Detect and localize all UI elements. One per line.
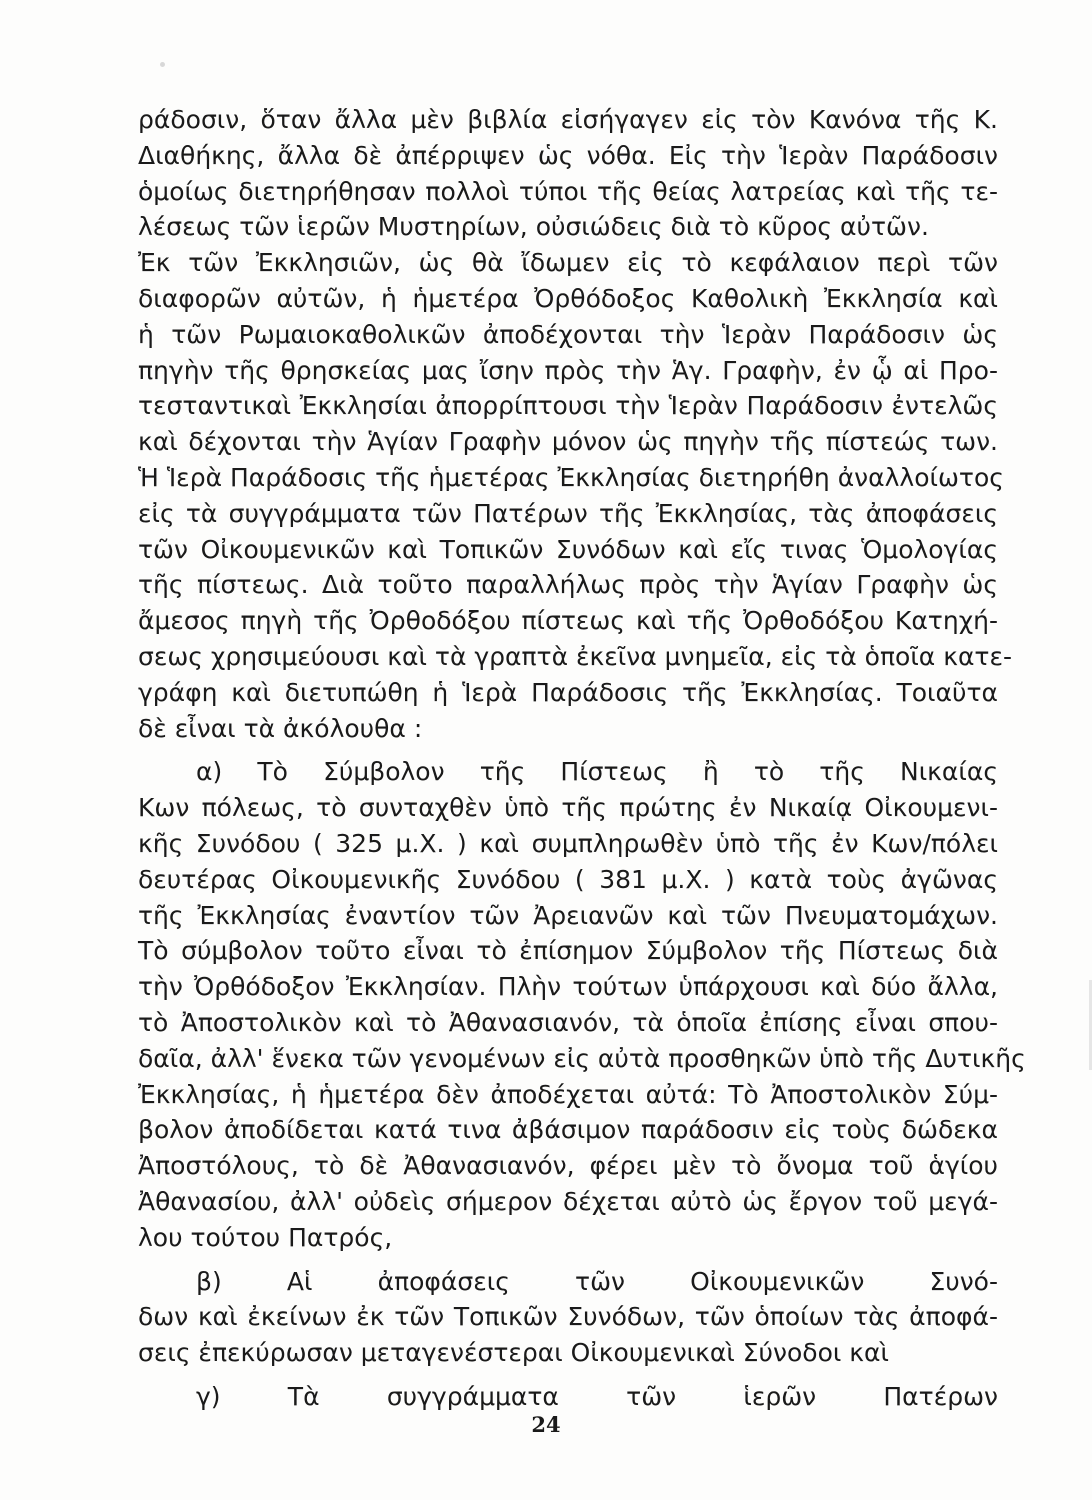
- text-line: ὁμοίως διετηρήθησαν πολλοὶ τύποι τῆς θείας λατρείας καὶ τῆς τε-: [138, 176, 998, 206]
- text-line: τὴν Ὀρθόδοξον Ἐκκλησίαν. Πλὴν τούτων ὑπάρχουσι καὶ δύο ἄλλα,: [138, 972, 998, 1002]
- text-line: εἰς τὰ συγγράμματα τῶν Πατέρων τῆς Ἐκκλησίας, τὰς ἀποφάσεις: [138, 498, 998, 528]
- text-line: Ἀποστόλους, τὸ δὲ Ἀθανασιανόν, φέρει μὲν τὸ ὄνομα τοῦ ἁγίου: [138, 1151, 998, 1181]
- page-number: 24: [531, 1412, 561, 1437]
- text-line: Κων πόλεως, τὸ συνταχθὲν ὑπὸ τῆς πρώτης ἐν Νικαίᾳ Οἰκουμενι-: [138, 793, 998, 823]
- text-line: τεσταντικαὶ Ἐκκλησίαι ἀπορρίπτουσι τὴν Ἱερὰν Παράδοσιν ἐντελῶς: [138, 391, 998, 421]
- text-line: Ἡ Ἱερὰ Παράδοσις τῆς ἡμετέρας Ἐκκλησίας διετηρήθη ἀναλλοίωτος: [138, 462, 1004, 492]
- text-line: βολον ἀποδίδεται κατά τινα ἀβάσιμον παράδοσιν εἰς τοὺς δώδεκα: [138, 1115, 998, 1145]
- text-line: Ἐκκλησίας, ἡ ἡμετέρα δὲν ἀποδέχεται αὐτά: Τὸ Ἀποστολικὸν Σύμ-: [138, 1079, 998, 1109]
- text-line: σεις ἐπεκύρωσαν μεταγενέστεραι Οἰκουμενικαὶ Σύνοδοι καὶ: [138, 1338, 889, 1368]
- body-text: [138, 102, 1026, 1415]
- text-line: τὸ Ἀποστολικὸν καὶ τὸ Ἀθανασιανόν, τὰ ὁποῖα ἐπίσης εἶναι σπου-: [138, 1007, 998, 1037]
- text-line: γράφη καὶ διετυπώθη ἡ Ἱερὰ Παράδοσις τῆς Ἐκκλησίας. Τοιαῦτα: [138, 677, 998, 707]
- text-line: τῆς πίστεως. Διὰ τοῦτο παραλλήλως πρὸς τὴν Ἁγίαν Γραφὴν ὡς: [138, 570, 998, 600]
- text-line: Διαθήκης, ἄλλα δὲ ἀπέρριψεν ὡς νόθα. Εἰς τὴν Ἱερὰν Παράδοσιν: [138, 140, 998, 170]
- text-line: διαφορῶν αὐτῶν, ἡ ἡμετέρα Ὀρθόδοξος Καθολικὴ Ἐκκλησία καὶ: [138, 283, 998, 313]
- text-line: κῆς Συνόδου ( 325 μ.Χ. ) καὶ συμπληρωθὲν ὑπὸ τῆς ἐν Κων/πόλει: [138, 828, 998, 858]
- text-line: Ἐκ τῶν Ἐκκλησιῶν, ὡς θὰ ἴδωμεν εἰς τὸ κεφάλαιον περὶ τῶν: [138, 248, 998, 278]
- text-line: Τὸ σύμβολον τοῦτο εἶναι τὸ ἐπίσημον Σύμβολον τῆς Πίστεως διὰ: [138, 936, 998, 966]
- text-line: δὲ εἶναι τὰ ἀκόλουθα :: [138, 713, 423, 743]
- list-item-b-heading: β) Αἱ ἀποφάσεις τῶν Οἰκουμενικῶν Συνό-: [196, 1266, 998, 1296]
- text-line: λου τούτου Πατρός,: [138, 1222, 393, 1252]
- text-line: δευτέρας Οἰκουμενικῆς Συνόδου ( 381 μ.Χ. ) κατὰ τοὺς ἀγῶνας: [138, 864, 998, 894]
- text-line: δαῖα, ἀλλ' ἕνεκα τῶν γενομένων εἰς αὐτὰ προσθηκῶν ὑπὸ τῆς Δυτικῆς: [138, 1043, 1026, 1073]
- text-line: δων καὶ ἐκείνων ἐκ τῶν Τοπικῶν Συνόδων, τῶν ὁποίων τὰς ἀποφά-: [138, 1302, 998, 1332]
- scan-speck: [160, 62, 165, 67]
- text-line: λέσεως τῶν ἱερῶν Μυστηρίων, οὐσιώδεις διὰ τὸ κῦρος αὐτῶν.: [138, 212, 929, 242]
- text-line: ἄμεσος πηγὴ τῆς Ὀρθοδόξου πίστεως καὶ τῆς Ὀρθοδόξου Κατηχή-: [138, 606, 998, 636]
- list-item-c-heading: γ) Τὰ συγγράμματα τῶν ἱερῶν Πατέρων: [196, 1381, 998, 1411]
- text-line: ράδοσιν, ὅταν ἄλλα μὲν βιβλία εἰσήγαγεν εἰς τὸν Κανόνα τῆς Κ.: [138, 105, 998, 134]
- text-line: σεως χρησιμεύουσι καὶ τὰ γραπτὰ ἐκεῖνα μνημεῖα, εἰς τὰ ὁποῖα κατε-: [138, 641, 1013, 671]
- text-line: πηγὴν τῆς θρησκείας μας ἴσην πρὸς τὴν Ἁγ. Γραφὴν, ἐν ᾧ αἱ Προ-: [138, 355, 998, 385]
- text-line: τῆς Ἐκκλησίας ἐναντίον τῶν Ἀρειανῶν καὶ τῶν Πνευματομάχων.: [138, 900, 998, 930]
- text-line: τῶν Οἰκουμενικῶν καὶ Τοπικῶν Συνόδων καὶ εἴς τινας Ὁμολογίας: [138, 534, 998, 564]
- text-line: ἡ τῶν Ρωμαιοκαθολικῶν ἀποδέχονται τὴν Ἱερὰν Παράδοσιν ὡς: [138, 319, 998, 349]
- text-line: καὶ δέχονται τὴν Ἁγίαν Γραφὴν μόνον ὡς πηγὴν τῆς πίστεώς των.: [138, 427, 998, 457]
- list-item-a-heading: α) Τὸ Σύμβολον τῆς Πίστεως ἢ τὸ τῆς Νικαίας: [196, 757, 998, 787]
- text-line: Ἀθανασίου, ἀλλ' οὐδεὶς σήμερον δέχεται αὐτὸ ὡς ἔργον τοῦ μεγά-: [138, 1186, 998, 1216]
